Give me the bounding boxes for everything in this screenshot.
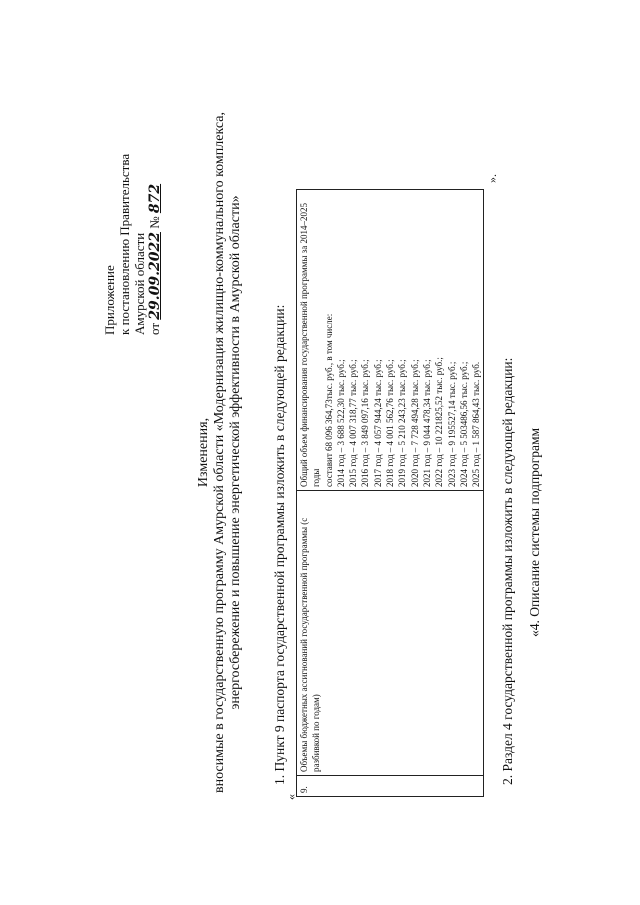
quote-open: « (284, 794, 298, 800)
row-number: 9. (297, 776, 484, 797)
value-line: 2014 год – 3 688 522,30 тыс. руб.; (335, 359, 346, 487)
value-line: 2015 год – 4 007 318,77 тыс. руб.; (348, 359, 359, 487)
row-value (297, 190, 484, 491)
quote-close: ». (485, 174, 499, 183)
value-line: 2023 год – 9 195527,14 тыс. руб.; (446, 361, 457, 487)
appendix-block (102, 154, 163, 335)
passport-table (296, 189, 484, 797)
appendix-line-1: Приложение (102, 265, 117, 335)
title-line-2: вносимые в государственную программу Амурской области «Модернизация жилищно-коммунального комплекса, (212, 111, 227, 794)
value-line: 2021 год – 9 044 478,34 тыс. руб.; (421, 359, 432, 487)
value-line: 2017 год – 4 057 944,24 тыс. руб.; (372, 359, 383, 487)
value-line: 2022 год – 10 221825,52 тыс. руб.; (434, 357, 445, 487)
value-line: 2020 год – 7 728 494,28 тыс. руб.; (409, 359, 420, 487)
value-line: 2018 год – 4 001 562,76 тыс. руб.; (385, 359, 396, 487)
handwritten-number: 872 (147, 183, 163, 214)
number-prefix: № (147, 216, 162, 229)
value-line: 2016 год – 3 849 097,16 тыс. руб.; (360, 359, 371, 487)
section-4-heading: «4. Описание системы подпрограмм (527, 427, 542, 637)
value-line: 2019 год – 5 210 243,23 тыс. руб.; (397, 359, 408, 487)
value-line: 2024 год – 5 503486,56 тыс. руб.; (458, 361, 469, 487)
row-label: Объемы бюджетных ассигнований государственной программы (с разбивкой по годам) (297, 491, 484, 776)
appendix-line-2: к постановлению Правительства (117, 153, 132, 335)
appendix-line-3: Амурской области (132, 232, 147, 335)
value-line: 2025 год – 1 587 864,43 тыс. руб. (471, 361, 482, 487)
paragraph-1: 1. Пункт 9 паспорта государственной программы изложить в следующей редакции: (272, 304, 287, 785)
handwritten-date: 29.09.2022 (147, 232, 163, 320)
date-prefix: от (147, 322, 162, 335)
title-line-3: энергосбережение и повышение энергетической эффективности в Амурской области» (228, 195, 243, 710)
paragraph-2: 2. Раздел 4 государственной программы изложить в следующей редакции: (500, 357, 515, 785)
value-line: составит 68 096 364,73тыс. руб., в том числе: (323, 313, 334, 487)
value-line: Общий объем финансирования государственной программы за 2014–2025 годы (299, 203, 322, 487)
table-row (297, 190, 484, 797)
appendix-date-line (147, 154, 163, 335)
title-line-1: Изменения, (196, 417, 211, 488)
